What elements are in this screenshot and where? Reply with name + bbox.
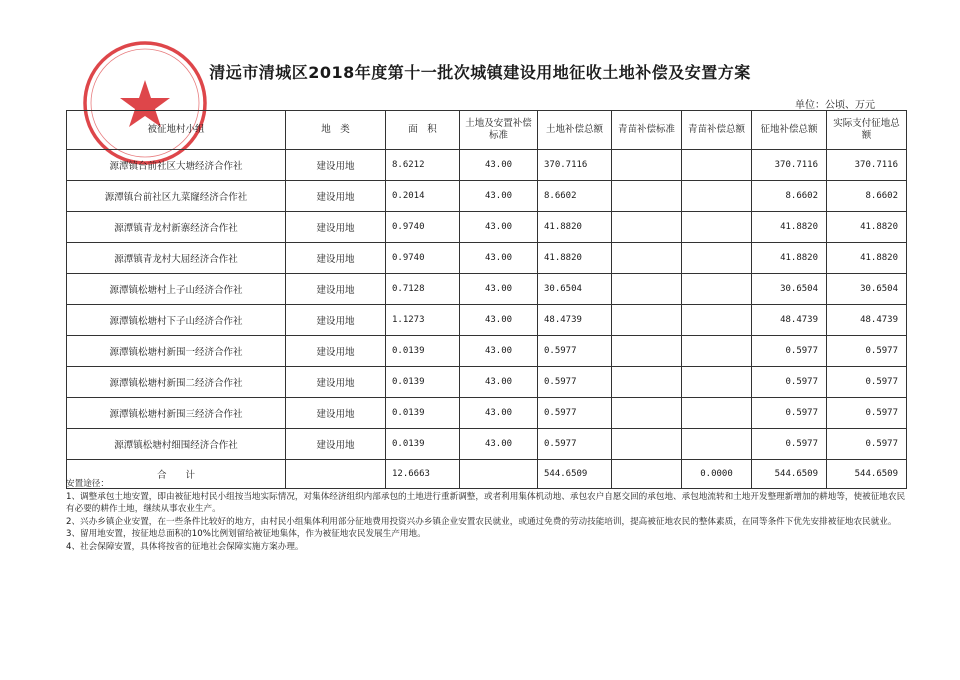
note-item: 4、社会保障安置，具体将按省的征地社会保障实施方案办理。 bbox=[66, 541, 304, 552]
cell-land: 48.4739 bbox=[538, 305, 612, 336]
cell-paid: 0.5977 bbox=[827, 367, 907, 398]
total-label: 合 计 bbox=[67, 460, 286, 489]
page-title: 清远市清城区2018年度第十一批次城镇建设用地征收土地补偿及安置方案 bbox=[209, 63, 751, 82]
header-cell: 征地补偿总额 bbox=[752, 111, 827, 150]
table-row bbox=[67, 150, 907, 181]
cell-crop-std bbox=[612, 243, 682, 274]
table-row bbox=[67, 212, 907, 243]
table-row bbox=[67, 305, 907, 336]
cell-paid: 0.5977 bbox=[827, 336, 907, 367]
table-header-row bbox=[67, 111, 907, 150]
cell-crop-std bbox=[612, 367, 682, 398]
header-cell: 土地及安置补偿标准 bbox=[460, 111, 538, 150]
cell-land: 41.8820 bbox=[538, 212, 612, 243]
cell-paid: 41.8820 bbox=[827, 243, 907, 274]
cell-land: 0.5977 bbox=[538, 367, 612, 398]
cell-type: 建设用地 bbox=[286, 212, 386, 243]
cell-name: 源潭镇松塘村下子山经济合作社 bbox=[67, 305, 286, 336]
total-compensation: 544.6509 bbox=[752, 460, 827, 489]
cell-total: 0.5977 bbox=[752, 367, 827, 398]
cell-total: 0.5977 bbox=[752, 336, 827, 367]
cell-type: 建设用地 bbox=[286, 367, 386, 398]
cell-type: 建设用地 bbox=[286, 429, 386, 460]
cell-name: 源潭镇松塘村细围经济合作社 bbox=[67, 429, 286, 460]
cell-name: 源潭镇松塘村上子山经济合作社 bbox=[67, 274, 286, 305]
header-cell: 青苗补偿标准 bbox=[612, 111, 682, 150]
cell-type: 建设用地 bbox=[286, 274, 386, 305]
cell-std: 43.00 bbox=[460, 274, 538, 305]
cell-type: 建设用地 bbox=[286, 336, 386, 367]
cell-crop-std bbox=[612, 150, 682, 181]
cell-total: 41.8820 bbox=[752, 212, 827, 243]
cell-land: 8.6602 bbox=[538, 181, 612, 212]
note-item: 3、留用地安置，按征地总面积的10%比例划留给被征地集体，作为被征地农民发展生产用地。 bbox=[66, 529, 426, 539]
cell-crop-std bbox=[612, 398, 682, 429]
cell-land: 0.5977 bbox=[538, 336, 612, 367]
cell-name: 源潭镇松塘村新围二经济合作社 bbox=[67, 367, 286, 398]
header-cell: 实际支付征地总额 bbox=[827, 111, 907, 150]
cell-area: 0.0139 bbox=[386, 429, 460, 460]
table-row bbox=[67, 274, 907, 305]
cell-crop bbox=[682, 336, 752, 367]
cell-area: 8.6212 bbox=[386, 150, 460, 181]
table-row bbox=[67, 398, 907, 429]
cell-std: 43.00 bbox=[460, 150, 538, 181]
cell-type: 建设用地 bbox=[286, 243, 386, 274]
table-row bbox=[67, 429, 907, 460]
cell-crop-std bbox=[612, 181, 682, 212]
cell-total: 30.6504 bbox=[752, 274, 827, 305]
cell-name: 源潭镇青龙村大屈经济合作社 bbox=[67, 243, 286, 274]
cell-land: 30.6504 bbox=[538, 274, 612, 305]
cell-area: 0.0139 bbox=[386, 398, 460, 429]
header-cell: 面 积 bbox=[386, 111, 460, 150]
cell-crop bbox=[682, 305, 752, 336]
cell-paid: 48.4739 bbox=[827, 305, 907, 336]
cell-paid: 0.5977 bbox=[827, 429, 907, 460]
cell-area: 0.9740 bbox=[386, 212, 460, 243]
table-row bbox=[67, 181, 907, 212]
header-cell: 被征地村小组 bbox=[67, 111, 286, 150]
cell-type: 建设用地 bbox=[286, 305, 386, 336]
cell-land: 0.5977 bbox=[538, 398, 612, 429]
cell-type: 建设用地 bbox=[286, 398, 386, 429]
unit-label: 单位：公顷、万元 bbox=[795, 100, 875, 111]
cell-std: 43.00 bbox=[460, 367, 538, 398]
cell-crop-std bbox=[612, 305, 682, 336]
cell-crop bbox=[682, 181, 752, 212]
cell-name: 源潭镇松塘村新围三经济合作社 bbox=[67, 398, 286, 429]
cell-std: 43.00 bbox=[460, 305, 538, 336]
cell-crop bbox=[682, 274, 752, 305]
cell-crop-std bbox=[612, 429, 682, 460]
cell-name: 源潭镇青龙村新寨经济合作社 bbox=[67, 212, 286, 243]
cell-name: 源潭镇台前社区九菜窿经济合作社 bbox=[67, 181, 286, 212]
cell-std: 43.00 bbox=[460, 429, 538, 460]
notes-heading: 安置途径： bbox=[66, 479, 109, 489]
cell-crop-std bbox=[612, 274, 682, 305]
compensation-table bbox=[66, 110, 907, 489]
cell-crop-std bbox=[612, 212, 682, 243]
cell-crop bbox=[682, 150, 752, 181]
cell-crop bbox=[682, 398, 752, 429]
cell-type: 建设用地 bbox=[286, 181, 386, 212]
total-paid: 544.6509 bbox=[827, 460, 907, 489]
cell-area: 1.1273 bbox=[386, 305, 460, 336]
header-cell: 青苗补偿总额 bbox=[682, 111, 752, 150]
cell-paid: 370.7116 bbox=[827, 150, 907, 181]
table-row bbox=[67, 336, 907, 367]
cell-paid: 8.6602 bbox=[827, 181, 907, 212]
cell-total: 41.8820 bbox=[752, 243, 827, 274]
cell-total: 8.6602 bbox=[752, 181, 827, 212]
cell-total: 370.7116 bbox=[752, 150, 827, 181]
note-item: 1、调整承包土地安置，即由被征地村民小组按当地实际情况，对集体经济组织内部承包的土地进行重新调整，或者利用集体机动地、承包农户自愿交回的承包地、承包地流转和土地开发整理新增加的耕地等，使被征地农民有必要的耕作土地，继续从事农业生产。 bbox=[66, 491, 906, 514]
total-area: 12.6663 bbox=[386, 460, 460, 489]
cell-area: 0.9740 bbox=[386, 243, 460, 274]
cell-std: 43.00 bbox=[460, 212, 538, 243]
cell-std: 43.00 bbox=[460, 243, 538, 274]
cell-total: 48.4739 bbox=[752, 305, 827, 336]
table-row bbox=[67, 367, 907, 398]
header-cell: 地 类 bbox=[286, 111, 386, 150]
cell-paid: 41.8820 bbox=[827, 212, 907, 243]
cell-crop bbox=[682, 367, 752, 398]
table-row bbox=[67, 243, 907, 274]
cell-land: 370.7116 bbox=[538, 150, 612, 181]
cell-std: 43.00 bbox=[460, 181, 538, 212]
total-crop: 0.0000 bbox=[682, 460, 752, 489]
cell-type: 建设用地 bbox=[286, 150, 386, 181]
total-land: 544.6509 bbox=[538, 460, 612, 489]
cell-land: 0.5977 bbox=[538, 429, 612, 460]
cell-std: 43.00 bbox=[460, 336, 538, 367]
header-cell: 土地补偿总额 bbox=[538, 111, 612, 150]
cell-std: 43.00 bbox=[460, 398, 538, 429]
cell-area: 0.7128 bbox=[386, 274, 460, 305]
resettlement-notes bbox=[66, 478, 906, 553]
cell-crop bbox=[682, 243, 752, 274]
note-item: 2、兴办乡镇企业安置，在一些条件比较好的地方，由村民小组集体利用部分征地费用投资兴办乡镇企业安置农民就业，或通过免费的劳动技能培训，提高被征地农民的整体素质，在同等条件下优先安排被征地农民就业。 bbox=[66, 516, 897, 527]
cell-land: 41.8820 bbox=[538, 243, 612, 274]
cell-name: 源潭镇松塘村新围一经济合作社 bbox=[67, 336, 286, 367]
cell-area: 0.0139 bbox=[386, 367, 460, 398]
cell-crop bbox=[682, 429, 752, 460]
cell-area: 0.2014 bbox=[386, 181, 460, 212]
cell-paid: 30.6504 bbox=[827, 274, 907, 305]
cell-crop bbox=[682, 212, 752, 243]
cell-area: 0.0139 bbox=[386, 336, 460, 367]
cell-total: 0.5977 bbox=[752, 429, 827, 460]
cell-crop-std bbox=[612, 336, 682, 367]
cell-name: 源潭镇台前社区大塘经济合作社 bbox=[67, 150, 286, 181]
cell-paid: 0.5977 bbox=[827, 398, 907, 429]
cell-total: 0.5977 bbox=[752, 398, 827, 429]
